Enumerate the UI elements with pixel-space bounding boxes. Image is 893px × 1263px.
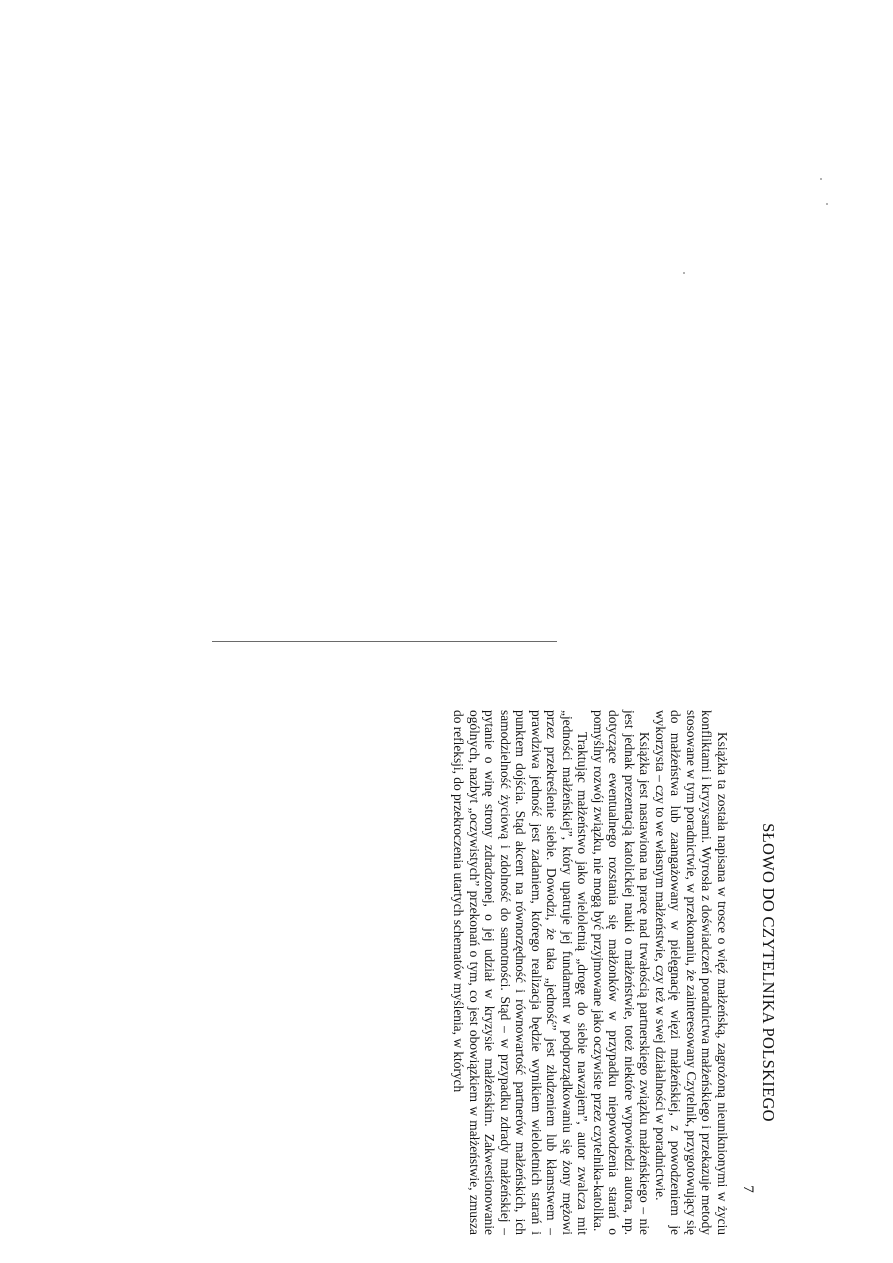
paragraph-2: Książka jest nastawiona na pracę nad trwałością partnerskiego związku małżeńskiego – nie jest jednak prezentacją katolickiej nauki o małżeństwie, toteż niektóre wypowiedzi autora, np. dotyczące ewentualnego rozstania się małżonków w przypadku niepowodzenia starań o pomyślny rozwój związku, nie mogą być przyjmowane jako oczywiste przez czytelnika-katolika.: [591, 710, 653, 1235]
scan-speck: [820, 178, 822, 180]
paragraph-3: Traktując małżeństwo jako wieloletnią „drogę do siebie nawzajem”, autor zwalcza mit „jedności małżeńskiej”, który upatruje jej fundament w podporządkowaniu się żony mężowi przez przekreślenie siebie. Dowodzi, że taka „jedność” jest złudzeniem lub kłamstwem – prawdziwa jedność jest zadaniem, którego realizacja będzie wynikiem wieloletnich starań i punktem dojścia. Stąd akcent na równorzędność i równowartość partnerów małżeńskich, ich samodzielność życiową i zdolność do samotności. Stąd – w przypadku zdrady małżeńskiej – pytanie o winę strony zdradzonej, o jej udział w kryzysie małżeńskim. Zakwestionowanie ogólnych, nazbyt „oczywistych” przekonań o tym, co jest obowiązkiem w małżeństwie, zmusza do refleksji, do przekroczenia utartych schematów myślenia, w których: [451, 710, 591, 1235]
scan-speck: [683, 272, 685, 274]
page-number: 7: [739, 1185, 756, 1193]
rotated-text-block: [58, 710, 778, 1235]
scan-edge-line: [212, 641, 557, 642]
scan-speck: [826, 203, 828, 205]
page-title: SŁOWO DO CZYTELNIKA POLSKIEGO: [759, 823, 778, 1122]
paragraph-1: Książka ta została napisana w trosce o więź małżeńską, zagrożoną nieuniknionymi w życiu konfliktami i kryzysami. Wyrosła z doświadczeń poradnictwa małżeńskiego i przekazuje metody stosowane w tym poradnictwie, w przekonaniu, że zainteresowany Czytelnik, przygotowujący się do małżeństwa lub zaangażowany w pielęgnację więzi małżeńskiej, z powodzeniem je wykorzysta – czy to we własnym małżeństwie, czy też w swej działalności w poradnictwie.: [653, 710, 730, 1235]
body-text: [451, 710, 730, 1235]
